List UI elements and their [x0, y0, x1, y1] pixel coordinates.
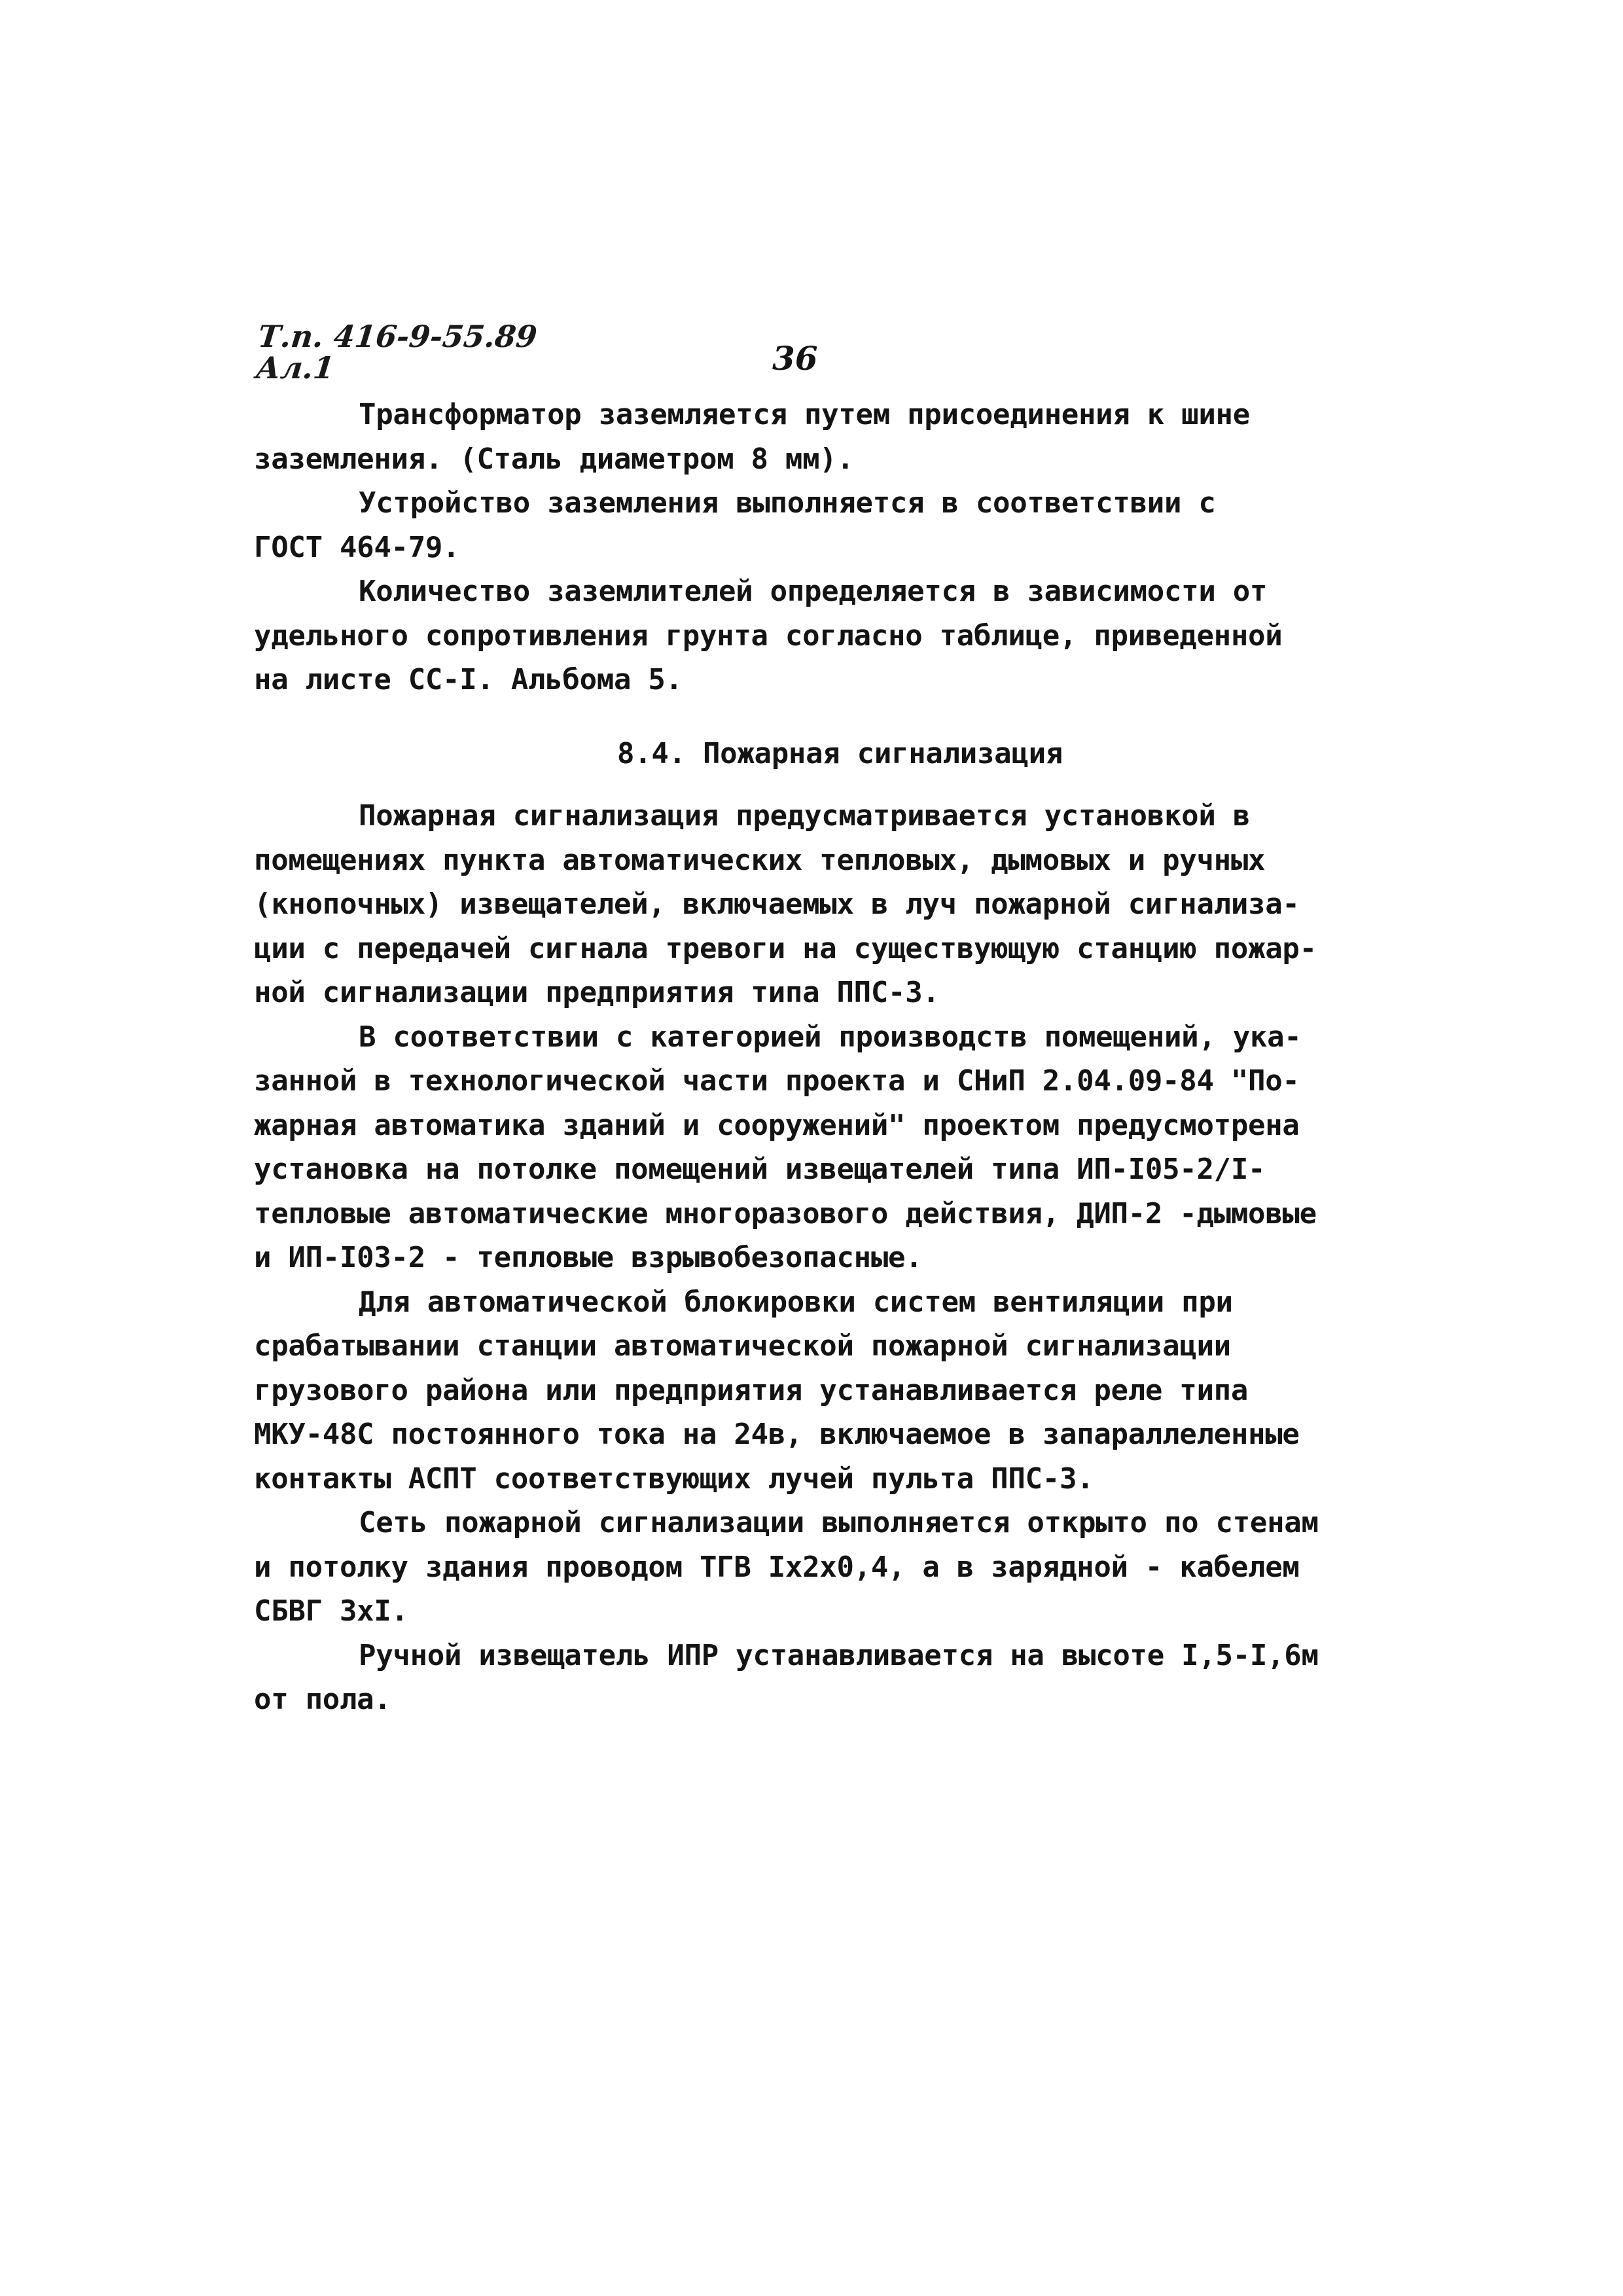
paragraph-line: грузового района или предприятия устанавливается реле типа	[254, 1373, 1249, 1407]
paragraph-line: (кнопочных) извещателей, включаемых в луч пожарной сигнализа-	[254, 888, 1300, 921]
paragraph-line: Устройство заземления выполняется в соответствии с	[359, 486, 1216, 520]
paragraph-line: Сеть пожарной сигнализации выполняется открыто по стенам	[359, 1506, 1319, 1539]
paragraph-line: Пожарная сигнализация предусматривается установкой в	[359, 799, 1250, 833]
document-body	[254, 393, 1393, 1722]
paragraph-line: МКУ-48С постоянного тока на 24в, включаемое в запараллеленные	[254, 1418, 1300, 1451]
paragraph-line: заземления. (Сталь диаметром 8 мм).	[254, 442, 854, 476]
section-heading: 8.4. Пожарная сигнализация	[617, 736, 1063, 770]
paragraph-line: и ИП-I03-2 - тепловые взрывобезопасные.	[254, 1241, 923, 1274]
paragraph-line: ГОСТ 464-79.	[254, 530, 460, 564]
paragraph-line: жарная автоматика зданий и сооружений" проектом предусмотрена	[254, 1108, 1300, 1142]
paragraph-line: помещениях пункта автоматических тепловых, дымовых и ручных	[254, 843, 1266, 877]
paragraph-line: Для автоматической блокировки систем вентиляции при	[359, 1285, 1233, 1319]
paragraph-line: СБВГ 3хI.	[254, 1594, 408, 1628]
paragraph-line: ции с передачей сигнала тревоги на существующую станцию пожар-	[254, 931, 1317, 965]
handwritten-doc-code	[253, 321, 539, 384]
paragraph-line: ной сигнализации предприятия типа ППС-3.	[254, 976, 940, 1009]
page-number: 36	[772, 339, 818, 378]
paragraph-line: удельного сопротивления грунта согласно таблице, приведенной	[254, 619, 1283, 653]
paragraph-line: контакты АСПТ соответствующих лучей пульта ППС-3.	[254, 1462, 1094, 1496]
paragraph-line: Количество заземлителей определяется в зависимости от	[359, 575, 1268, 608]
paragraph-line: Ручной извещатель ИПР устанавливается на высоте I,5-I,6м	[359, 1638, 1319, 1672]
sheet-mark: Ал.1	[254, 350, 336, 386]
doc-code: Т.п. 416-9-55.89	[256, 319, 539, 354]
paragraph-line: Трансформатор заземляется путем присоединения к шине	[359, 398, 1250, 431]
paragraph-line: срабатывании станции автоматической пожарной сигнализации	[254, 1329, 1231, 1363]
paragraph-line: установка на потолке помещений извещателей типа ИП-I05-2/I-	[254, 1153, 1266, 1186]
paragraph-line: В соответствии с категорией производств помещений, ука-	[359, 1020, 1302, 1054]
paragraph-line: на листе СС-I. Альбома 5.	[254, 663, 683, 696]
paragraph-line: от пола.	[254, 1683, 391, 1716]
paragraph-line: и потолку здания проводом ТГВ Iх2х0,4, а в зарядной - кабелем	[254, 1550, 1300, 1584]
paragraph-line: тепловые автоматические многоразового действия, ДИП-2 -дымовые	[254, 1196, 1317, 1230]
paragraph-line: занной в технологической части проекта и СНиП 2.04.09-84 "По-	[254, 1064, 1300, 1098]
